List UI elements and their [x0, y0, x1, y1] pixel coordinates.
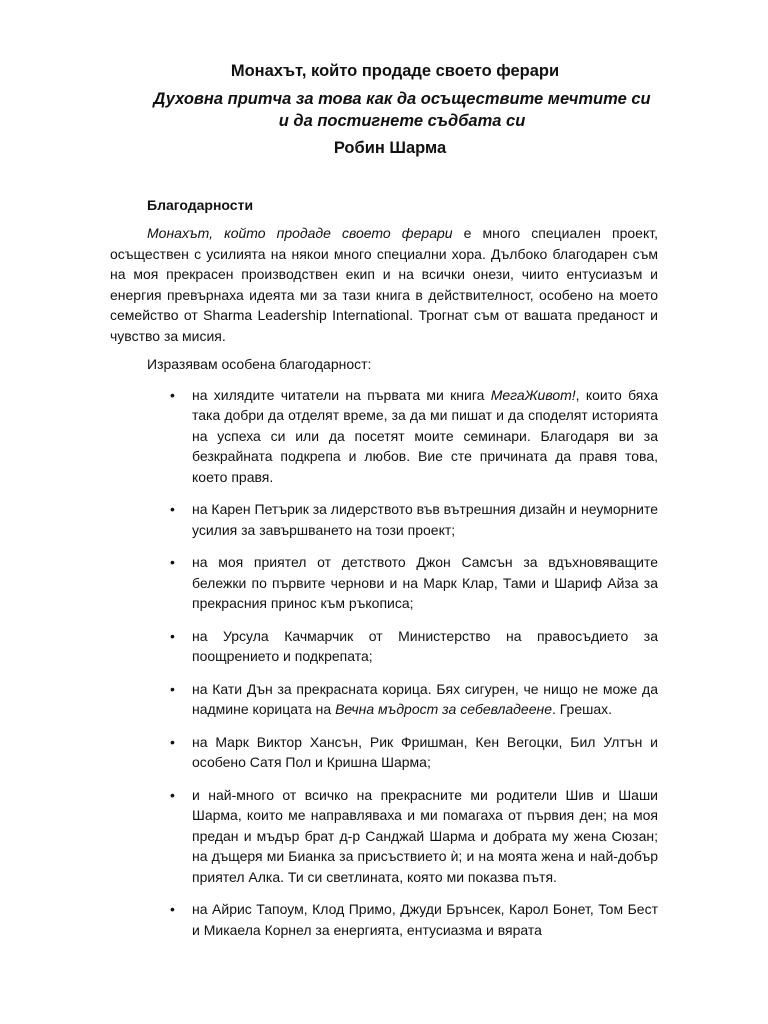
intro-text: е много специален проект, осъществен с усилията на някои много специални хора. Дълбоко благодарен съм на моя прекрасен производствен екип и на всички онези, чиито ентусиазъм и енергия превърнаха идеята ми за тази книга в действителност, особено на моето семейство от Sharma Leadership International. Трогнат съм от вашата преданост и чувство за мисия.: [110, 225, 658, 344]
bullet-icon: •: [170, 554, 175, 570]
intro-italic-title: Монахът, който продаде своето ферари: [147, 225, 453, 241]
bullet-icon: •: [170, 733, 175, 750]
list-item-text: на Марк Виктор Хансън, Рик Фришман, Кен Вегоцки, Бил Ултън и особено Сатя Пол и Кришна Шарма;: [192, 733, 658, 770]
list-item-text: на хилядите читатели на първата ми книга: [192, 386, 491, 403]
subtitle-line-1: Духовна притча за това как да осъществите мечтите си: [153, 90, 651, 108]
subtitle-line-2: и да постигнете съдбата си: [278, 112, 526, 130]
list-item: [110, 785, 658, 888]
section-heading: Благодарности: [147, 197, 254, 213]
list-item: [110, 552, 658, 614]
bullet-icon: •: [170, 901, 175, 917]
book-author: Робин Шарма: [333, 139, 447, 157]
list-item: [110, 499, 658, 540]
list-item-text: и най-много от всичко на прекрасните ми родители Шив и Шаши Шарма, които ме направляваха и ми помагаха от първия ден; на моя предан и мъдър брат д-р Санджай Шарма и добрата му жена Сюзан; на дъщеря ми Бианка за присъствието ѝ; и на моята жена и най-добър приятел Алка. Ти си светлината, която ми показва пътя.: [192, 786, 658, 885]
list-item: [110, 626, 658, 667]
list-item-text-tail: , които бяха така добри да отделят време, за да ми пишат и да споделят историята на успеха си или да посетят моите семинари. Благодаря ви за безкрайната подкрепа и любов. Вие сте причината да правя това, което правя.: [192, 386, 658, 485]
bullet-icon: •: [170, 786, 175, 803]
list-item: [110, 679, 658, 720]
acknowledgements-section: [110, 195, 658, 952]
list-item-text: на Карен Петърик за лидерството във вътрешния дизайн и неуморните усилия за завършването на този проект;: [192, 501, 658, 538]
book-title: Монахът, който продаде своето ферари: [230, 62, 560, 80]
bullet-icon: •: [170, 627, 175, 644]
bullet-icon: •: [170, 501, 175, 517]
list-item-text: на моя приятел от детството Джон Самсън за вдъхновяващите бележки по първите чернови и на Марк Клар, Тами и Шариф Айза за прекрасния принос към ръкописа;: [192, 554, 658, 611]
book-subtitle: [0, 88, 768, 132]
bullet-icon: •: [170, 680, 175, 697]
acknowledgement-list: [110, 385, 658, 941]
list-item-text: на Айрис Тапоум, Клод Примо, Джуди Брънсек, Карол Бонет, Том Бест и Микаела Корнел за енергията, ентусиазма и вярата: [192, 901, 658, 938]
list-item-italic-title: МегаЖивот!: [490, 386, 576, 403]
list-item: [110, 385, 658, 488]
list-item-italic-title: Вечна мъдрост за себевладеене: [335, 701, 552, 717]
list-item: [110, 899, 658, 940]
list-item-text-tail: . Грешах.: [551, 701, 613, 717]
list-item-text: на Урсула Качмарчик от Министерство на правосъдието за поощрението и подкрепата;: [192, 627, 658, 664]
bullet-icon: •: [170, 386, 175, 403]
list-item: [110, 732, 658, 773]
intro-paragraph: [110, 223, 658, 346]
list-item-text: на Кати Дън за прекрасната корица. Бях сигурен, че нищо не може да надмине корицата на: [192, 680, 658, 717]
lead-sentence: Изразявам особена благодарност:: [147, 356, 372, 372]
